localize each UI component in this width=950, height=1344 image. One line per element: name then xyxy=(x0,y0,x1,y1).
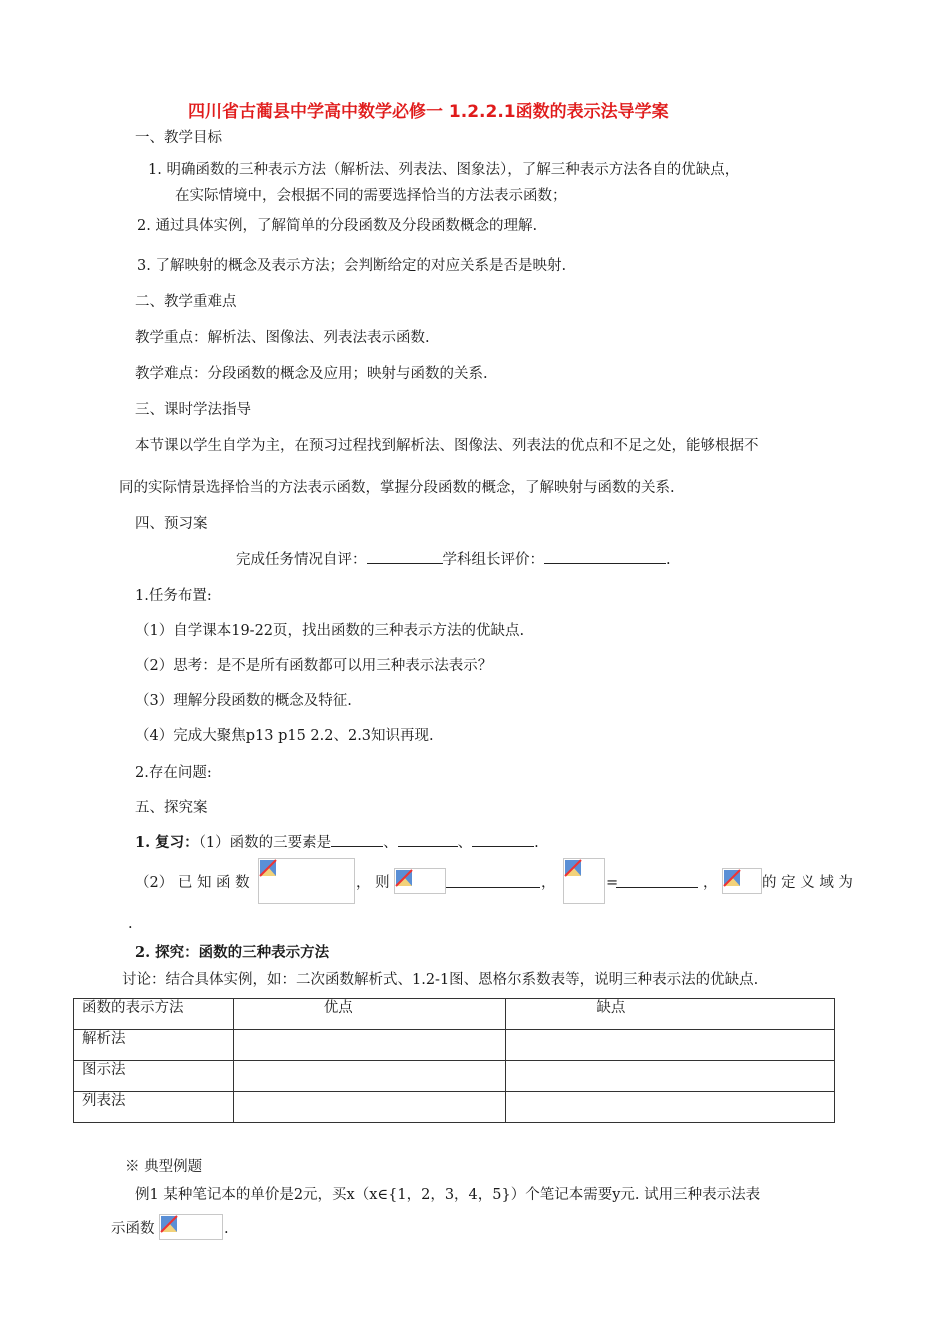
example-1-end: . xyxy=(224,1221,229,1237)
leader-eval-blank[interactable] xyxy=(544,549,666,564)
discussion: 讨论：结合具体实例，如：二次函数解析式、1.2-1图、恩格尔系数表等，说明三种表示法的优缺点. xyxy=(122,972,759,988)
leader-eval-label: 学科组长评价： xyxy=(442,552,544,568)
problem-heading: 2.存在问题: xyxy=(135,765,212,781)
table-cell[interactable] xyxy=(233,1092,506,1123)
task-1: （1）自学课本19-22页，找出函数的三种表示方法的优缺点. xyxy=(135,623,525,639)
broken-image-icon xyxy=(723,869,741,887)
formula-image-value-1 xyxy=(394,868,446,894)
task-3: （3）理解分段函数的概念及特征. xyxy=(135,693,352,709)
answer-blank-2[interactable] xyxy=(616,873,698,888)
broken-image-icon xyxy=(259,859,277,877)
guidance-line-2: 同的实际情景选择恰当的方法表示函数，掌握分段函数的概念，了解映射与函数的关系. xyxy=(119,480,675,496)
table-cell[interactable] xyxy=(506,1092,835,1123)
table-header-cell: 缺点 xyxy=(506,999,835,1030)
task-4: （4）完成大聚焦p13 p15 2.2、2.3知识再现. xyxy=(135,728,434,744)
review-blank-3[interactable] xyxy=(472,832,534,847)
representation-table xyxy=(73,998,835,1123)
section-heading-goals: 一、教学目标 xyxy=(135,130,222,146)
table-cell: 解析法 xyxy=(74,1030,234,1061)
review-blank-2[interactable] xyxy=(398,832,458,847)
goal-3: 3. 了解映射的概念及表示方法；会判断给定的对应关系是否是映射. xyxy=(137,258,567,274)
question-2-text-d: = xyxy=(606,875,619,891)
review-end: . xyxy=(534,835,539,851)
formula-image-example xyxy=(159,1214,223,1240)
section-heading-explore: 五、探究案 xyxy=(135,800,208,816)
question-2-text-e: ， xyxy=(703,875,718,891)
section-heading-guidance: 三、课时学法指导 xyxy=(135,402,251,418)
example-1-line-2: 示函数 xyxy=(111,1221,155,1237)
table-cell: 列表法 xyxy=(74,1092,234,1123)
key-point: 教学重点：解析法、图像法、列表法表示函数. xyxy=(135,330,430,346)
answer-blank-1[interactable] xyxy=(446,873,540,888)
self-eval-blank[interactable] xyxy=(367,549,443,564)
goal-2: 2. 通过具体实例，了解简单的分段函数及分段函数概念的理解. xyxy=(137,218,538,234)
question-2-text-c: ， xyxy=(541,875,556,891)
question-2-text-f: 的 定 义 域 为 xyxy=(762,875,853,891)
eval-end: . xyxy=(666,552,671,568)
review-text: （1）函数的三要素是 xyxy=(198,835,332,851)
table-header-cell: 函数的表示方法 xyxy=(74,999,234,1030)
table-header-row xyxy=(74,999,835,1030)
formula-image-domain xyxy=(722,868,762,894)
section-heading-preview: 四、预习案 xyxy=(135,516,208,532)
guidance-line-1: 本节课以学生自学为主，在预习过程找到解析法、图像法、列表法的优点和不足之处，能够根据不 xyxy=(135,438,759,454)
table-cell[interactable] xyxy=(506,1061,835,1092)
review-blank-1[interactable] xyxy=(331,832,383,847)
table-cell: 图示法 xyxy=(74,1061,234,1092)
table-row xyxy=(74,1030,835,1061)
review-sep-2: 、 xyxy=(457,835,473,851)
formula-image-function xyxy=(258,858,355,904)
table-cell[interactable] xyxy=(233,1030,506,1061)
section-heading-key-points: 二、教学重难点 xyxy=(135,294,237,310)
difficult-point: 教学难点：分段函数的概念及应用；映射与函数的关系. xyxy=(135,366,488,382)
table-cell[interactable] xyxy=(506,1030,835,1061)
table-header-cell: 优点 xyxy=(233,999,506,1030)
page-title: 四川省古蔺县中学高中数学必修一 1.2.2.1函数的表示法导学案 xyxy=(188,102,669,122)
table-row xyxy=(74,1061,835,1092)
formula-image-value-2 xyxy=(563,858,605,904)
task-2: （2）思考：是不是所有函数都可以用三种表示法表示？ xyxy=(135,658,493,674)
review-sep-1: 、 xyxy=(383,835,398,851)
examples-heading: ※ 典型例题 xyxy=(125,1159,203,1175)
question-2-end: . xyxy=(128,916,133,932)
question-2-text-b: ， 则 xyxy=(356,875,390,891)
broken-image-icon xyxy=(564,859,582,877)
task-heading: 1.任务布置: xyxy=(135,588,212,604)
review-line xyxy=(135,832,539,853)
question-2-text-a: （2） 已 知 函 数 xyxy=(135,875,250,891)
goal-1-line-2: 在实际情境中，会根据不同的需要选择恰当的方法表示函数； xyxy=(175,188,567,204)
evaluation-line xyxy=(236,549,671,570)
table-row xyxy=(74,1092,835,1123)
broken-image-icon xyxy=(160,1215,178,1233)
self-eval-label: 完成任务情况自评： xyxy=(236,552,367,568)
review-label: 1. 复习： xyxy=(135,834,199,851)
explore-heading: 2. 探究：函数的三种表示方法 xyxy=(135,944,330,961)
example-1-line-1: 例1 某种笔记本的单价是2元，买x（x∈{1，2，3，4，5}）个笔记本需要y元. 试用三种表示法表 xyxy=(135,1187,761,1203)
goal-1-line-1: 1. 明确函数的三种表示方法（解析法、列表法、图象法），了解三种表示方法各自的优缺点， xyxy=(148,162,740,178)
table-cell[interactable] xyxy=(233,1061,506,1092)
broken-image-icon xyxy=(395,869,413,887)
